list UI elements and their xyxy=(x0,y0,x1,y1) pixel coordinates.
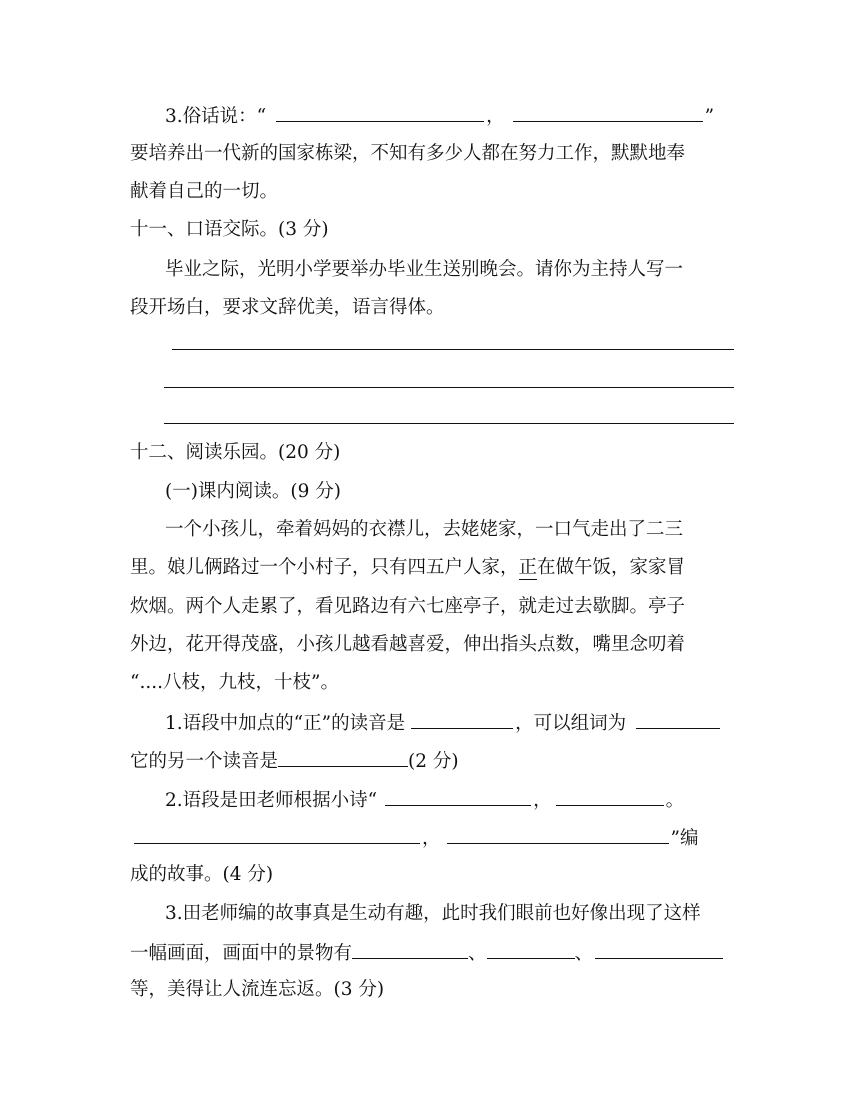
q2-line1: 2.语段是田老师根据小诗“ ， 。 xyxy=(165,786,684,814)
section12-heading: 十二、阅读乐园。(20 分) xyxy=(130,442,341,463)
answer-blank[interactable] xyxy=(636,709,720,729)
close-quote: ” xyxy=(704,106,715,127)
q1-line2: 它的另一个读音是 (2 分) xyxy=(130,747,459,775)
answer-blank[interactable] xyxy=(352,939,468,959)
answer-blank[interactable] xyxy=(385,786,531,806)
answer-blank[interactable] xyxy=(276,102,484,122)
q2-line2: ， ”编 xyxy=(130,824,698,852)
answer-blank[interactable] xyxy=(411,709,513,729)
section12-subheading: (一)课内阅读。(9 分) xyxy=(165,481,342,502)
q10-3-line3: 献着自己的一切。 xyxy=(130,181,279,202)
q2-line3: 成的故事。(4 分) xyxy=(130,864,274,885)
writing-line-2[interactable] xyxy=(164,387,734,388)
q3-line3: 等，美得让人流连忘返。(3 分) xyxy=(130,979,385,1000)
q10-3-line1 xyxy=(165,102,714,130)
q1-line1: 1.语段中加点的“正”的读音是 ，可以组词为 xyxy=(165,709,722,737)
writing-line-3[interactable] xyxy=(164,423,734,424)
writing-line-1[interactable] xyxy=(172,349,734,350)
passage-line2: 里。娘儿俩路过一个小村子，只有四五户人家，正在做午饭，家家冒 xyxy=(130,555,685,581)
q10-3-prefix: 3.俗话说：“ xyxy=(165,106,267,127)
q3-line1: 3.田老师编的故事真是生动有趣，此时我们眼前也好像出现了这样 xyxy=(165,903,701,924)
answer-blank[interactable] xyxy=(447,824,669,844)
passage-line1: 一个小孩儿，牵着妈妈的衣襟儿，去姥姥家，一口气走出了二三 xyxy=(165,519,684,540)
answer-blank[interactable] xyxy=(595,939,723,959)
q3-line2: 一幅画面，画面中的景物有 、 、 xyxy=(130,939,723,967)
q10-3-line2: 要培养出一代新的国家栋梁，不知有多少人都在努力工作，默默地奉 xyxy=(130,143,686,164)
passage-line4: 外边，花开得茂盛，小孩儿越看越喜爱，伸出指头点数，嘴里念叨着 xyxy=(130,634,686,655)
comma: ， xyxy=(486,106,505,127)
passage-line5: “....八枝，九枝，十枝”。 xyxy=(130,672,339,693)
answer-blank[interactable] xyxy=(278,747,408,767)
section11-prompt-line1: 毕业之际，光明小学要举办毕业生送别晚会。请你为主持人写一 xyxy=(165,259,684,280)
passage-line3: 炊烟。两个人走累了，看见路边有六七座亭子，就走过去歇脚。亭子 xyxy=(130,596,686,617)
answer-blank[interactable] xyxy=(134,824,420,844)
answer-blank[interactable] xyxy=(556,786,664,806)
answer-blank[interactable] xyxy=(487,939,575,959)
dotted-character: 正 xyxy=(519,555,538,581)
answer-blank[interactable] xyxy=(513,102,703,122)
section11-heading: 十一、口语交际。(3 分) xyxy=(130,219,329,240)
section11-prompt-line2: 段开场白，要求文辞优美，语言得体。 xyxy=(130,297,445,318)
